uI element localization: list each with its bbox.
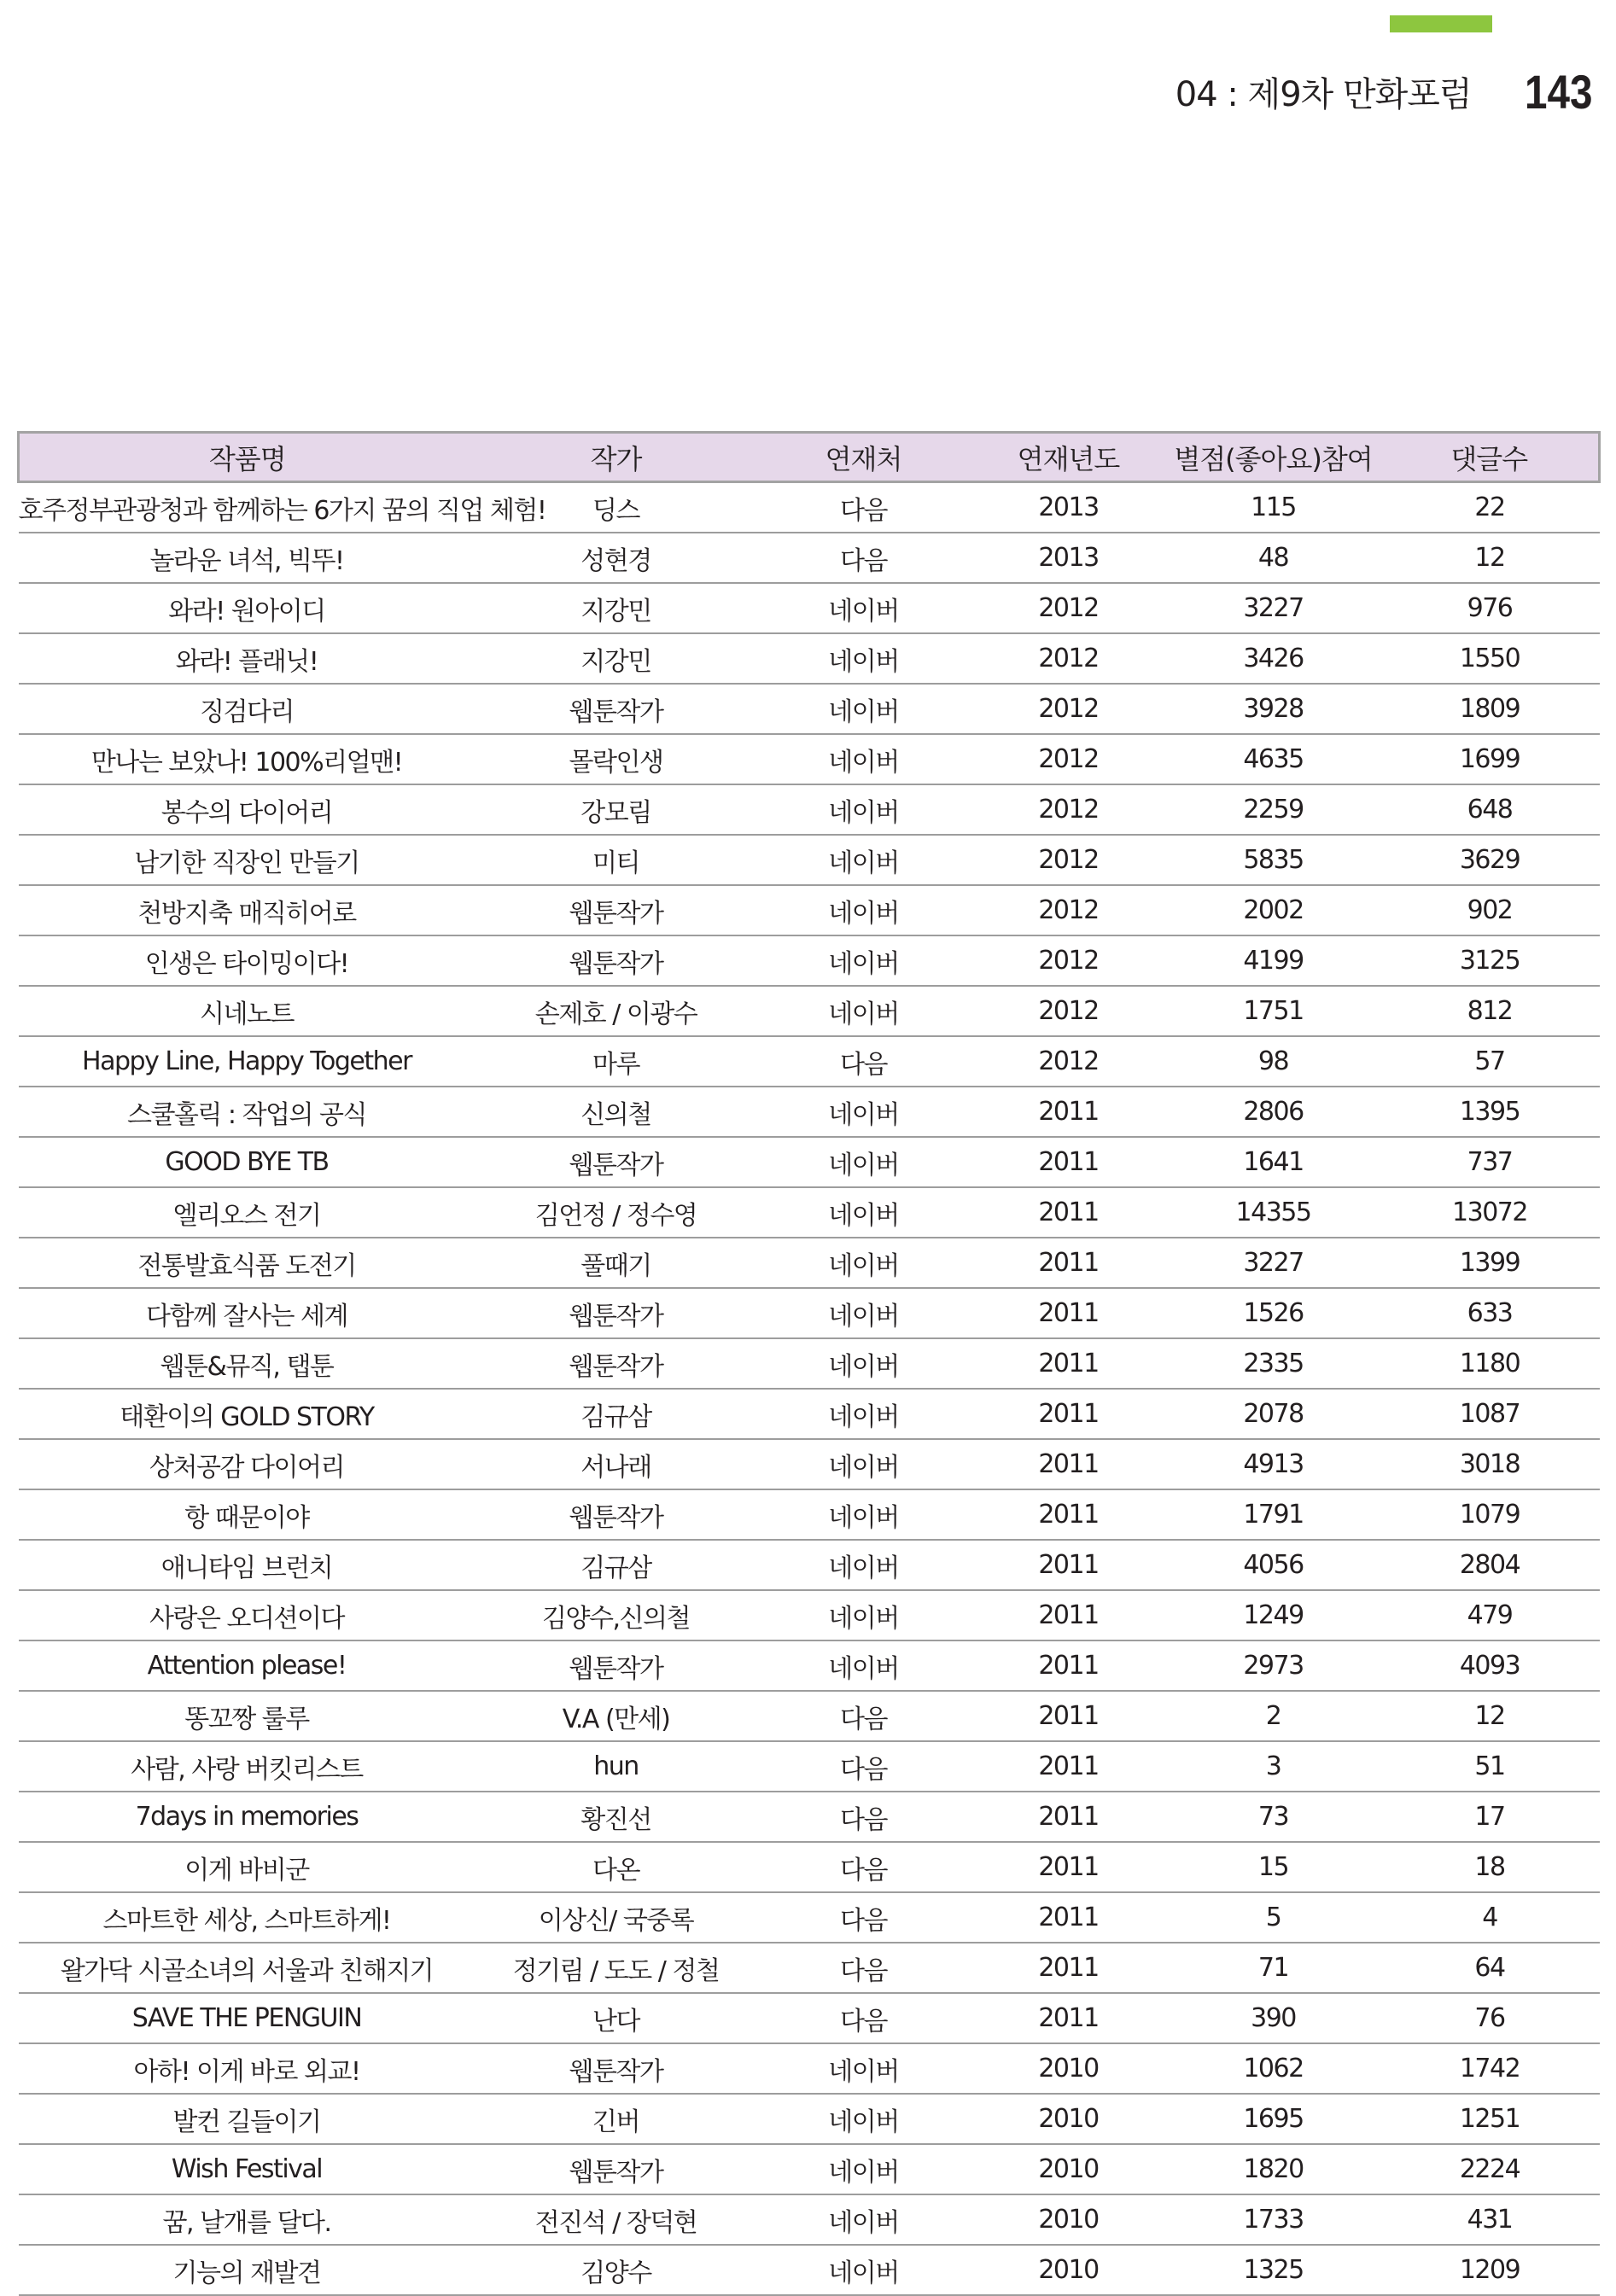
cell-platform: 네이버 (757, 1087, 971, 1137)
table-row (19, 835, 1600, 885)
cell-comments: 3629 (1380, 835, 1600, 885)
cell-comments: 1251 (1380, 2094, 1600, 2144)
cell-year: 2011 (971, 1338, 1167, 1389)
cell-comments: 4093 (1380, 1640, 1600, 1691)
column-header-comments: 댓글수 (1380, 433, 1600, 482)
cell-platform: 다음 (757, 533, 971, 583)
cell-year: 2011 (971, 1137, 1167, 1187)
cell-author: 전진석 / 장덕현 (475, 2194, 757, 2245)
cell-year: 2011 (971, 1943, 1167, 1993)
cell-author: 신의철 (475, 1087, 757, 1137)
table-row (19, 1238, 1600, 1288)
table-row (19, 1842, 1600, 1892)
cell-platform: 네이버 (757, 885, 971, 935)
cell-ratings: 4056 (1167, 1540, 1380, 1590)
cell-platform: 다음 (757, 1792, 971, 1842)
cell-title: Attention please! (19, 1640, 475, 1691)
cell-ratings: 2806 (1167, 1087, 1380, 1137)
cell-author: 성현경 (475, 533, 757, 583)
cell-author: 황진선 (475, 1792, 757, 1842)
cell-comments: 1087 (1380, 1389, 1600, 1439)
cell-author: 웹툰작가 (475, 2144, 757, 2194)
cell-ratings: 2 (1167, 1691, 1380, 1741)
cell-comments: 1699 (1380, 734, 1600, 784)
cell-title: 만나는 보았나! 100%리얼맨! (19, 734, 475, 784)
cell-author: 긴버 (475, 2094, 757, 2144)
cell-year: 2011 (971, 1741, 1167, 1792)
cell-title: 사람, 사랑 버킷리스트 (19, 1741, 475, 1792)
cell-comments: 17 (1380, 1792, 1600, 1842)
column-header-platform: 연재처 (757, 433, 971, 482)
cell-comments: 13072 (1380, 1187, 1600, 1238)
cell-platform: 네이버 (757, 1238, 971, 1288)
cell-platform: 다음 (757, 1892, 971, 1943)
cell-platform: 네이버 (757, 1640, 971, 1691)
cell-comments: 1809 (1380, 684, 1600, 734)
table-row (19, 1590, 1600, 1640)
cell-author: V.A (만세) (475, 1691, 757, 1741)
page-number: 143 (1524, 64, 1592, 119)
table-row (19, 1741, 1600, 1792)
cell-ratings: 3426 (1167, 633, 1380, 684)
cell-ratings: 1062 (1167, 2043, 1380, 2094)
cell-author: 김규삼 (475, 1389, 757, 1439)
cell-comments: 1550 (1380, 633, 1600, 684)
table-row (19, 1993, 1600, 2043)
cell-comments: 4 (1380, 1892, 1600, 1943)
cell-year: 2011 (971, 1389, 1167, 1439)
cell-author: 미티 (475, 835, 757, 885)
table-row (19, 1288, 1600, 1338)
cell-year: 2013 (971, 482, 1167, 533)
table-row (19, 533, 1600, 583)
cell-author: 이상신/ 국중록 (475, 1892, 757, 1943)
cell-platform: 다음 (757, 1993, 971, 2043)
cell-author: 김양수 (475, 2245, 757, 2295)
cell-comments: 3018 (1380, 1439, 1600, 1489)
cell-platform: 다음 (757, 1691, 971, 1741)
cell-title: 호주정부관광청과 함께하는 6가지 꿈의 직업 체험! (19, 482, 475, 533)
table-row (19, 2094, 1600, 2144)
cell-ratings: 14355 (1167, 1187, 1380, 1238)
cell-year: 2010 (971, 2245, 1167, 2295)
cell-platform: 네이버 (757, 835, 971, 885)
cell-platform: 네이버 (757, 734, 971, 784)
cell-author: 다온 (475, 1842, 757, 1892)
table-row (19, 482, 1600, 533)
table-row (19, 784, 1600, 835)
cell-ratings: 1695 (1167, 2094, 1380, 2144)
cell-ratings: 5 (1167, 1892, 1380, 1943)
cell-year: 2012 (971, 885, 1167, 935)
cell-title: 전통발효식품 도전기 (19, 1238, 475, 1288)
cell-platform: 다음 (757, 1741, 971, 1792)
table-row (19, 1540, 1600, 1590)
table-row (19, 2245, 1600, 2295)
cell-ratings: 73 (1167, 1792, 1380, 1842)
cell-platform: 네이버 (757, 1338, 971, 1389)
cell-platform: 네이버 (757, 583, 971, 633)
cell-year: 2011 (971, 1439, 1167, 1489)
cell-ratings: 4913 (1167, 1439, 1380, 1489)
cell-ratings: 2002 (1167, 885, 1380, 935)
cell-author: hun (475, 1741, 757, 1792)
cell-year: 2012 (971, 1036, 1167, 1087)
cell-ratings: 71 (1167, 1943, 1380, 1993)
cell-author: 손제호 / 이광수 (475, 986, 757, 1036)
cell-comments: 737 (1380, 1137, 1600, 1187)
section-title: 04 : 제9차 만화포럼 (1175, 74, 1472, 114)
cell-platform: 네이버 (757, 1187, 971, 1238)
cell-title: 발컨 길들이기 (19, 2094, 475, 2144)
column-header-year: 연재년도 (971, 433, 1167, 482)
cell-comments: 1742 (1380, 2043, 1600, 2094)
cell-platform: 다음 (757, 1943, 971, 1993)
cell-year: 2010 (971, 2194, 1167, 2245)
cell-year: 2010 (971, 2094, 1167, 2144)
cell-title: Happy Line, Happy Together (19, 1036, 475, 1087)
running-head (1176, 61, 1592, 121)
cell-ratings: 48 (1167, 533, 1380, 583)
cell-author: 웹툰작가 (475, 1640, 757, 1691)
cell-platform: 네이버 (757, 2194, 971, 2245)
cell-title: 애니타임 브런치 (19, 1540, 475, 1590)
cell-comments: 2224 (1380, 2144, 1600, 2194)
cell-author: 서나래 (475, 1439, 757, 1489)
cell-comments: 22 (1380, 482, 1600, 533)
cell-title: 다함께 잘사는 세계 (19, 1288, 475, 1338)
cell-author: 웹툰작가 (475, 885, 757, 935)
table-row (19, 935, 1600, 986)
cell-title: 스쿨홀릭 : 작업의 공식 (19, 1087, 475, 1137)
cell-title: 태환이의 GOLD STORY (19, 1389, 475, 1439)
cell-platform: 네이버 (757, 1137, 971, 1187)
cell-title: 꿈, 날개를 달다. (19, 2194, 475, 2245)
cell-author: 웹툰작가 (475, 1489, 757, 1540)
cell-comments: 2804 (1380, 1540, 1600, 1590)
cell-title: 웹툰&뮤직, 탭툰 (19, 1338, 475, 1389)
cell-platform: 네이버 (757, 1590, 971, 1640)
cell-title: 징검다리 (19, 684, 475, 734)
table-row (19, 1489, 1600, 1540)
cell-year: 2011 (971, 1238, 1167, 1288)
cell-title: 이게 바비군 (19, 1842, 475, 1892)
table-body (19, 482, 1600, 2296)
cell-author: 지강민 (475, 633, 757, 684)
cell-ratings: 15 (1167, 1842, 1380, 1892)
cell-comments: 12 (1380, 1691, 1600, 1741)
cell-title: Wish Festival (19, 2144, 475, 2194)
cell-comments: 902 (1380, 885, 1600, 935)
cell-ratings: 4199 (1167, 935, 1380, 986)
table-row (19, 633, 1600, 684)
cell-ratings: 3227 (1167, 583, 1380, 633)
cell-author: 강모림 (475, 784, 757, 835)
cell-ratings: 1325 (1167, 2245, 1380, 2295)
table-row (19, 2144, 1600, 2194)
cell-comments: 1079 (1380, 1489, 1600, 1540)
cell-ratings: 2259 (1167, 784, 1380, 835)
cell-comments: 76 (1380, 1993, 1600, 2043)
cell-title: SAVE THE PENGUIN (19, 1993, 475, 2043)
cell-title: 와라! 플래닛! (19, 633, 475, 684)
cell-author: 웹툰작가 (475, 935, 757, 986)
cell-ratings: 1791 (1167, 1489, 1380, 1540)
cell-author: 김양수,신의철 (475, 1590, 757, 1640)
cell-comments: 3125 (1380, 935, 1600, 986)
cell-title: 왈가닥 시골소녀의 서울과 친해지기 (19, 1943, 475, 1993)
table-row (19, 583, 1600, 633)
table-row (19, 1943, 1600, 1993)
cell-ratings: 3 (1167, 1741, 1380, 1792)
cell-platform: 네이버 (757, 1389, 971, 1439)
cell-comments: 431 (1380, 2194, 1600, 2245)
table-row (19, 734, 1600, 784)
cell-comments: 18 (1380, 1842, 1600, 1892)
cell-author: 김규삼 (475, 1540, 757, 1590)
cell-platform: 네이버 (757, 2245, 971, 2295)
table-row (19, 1640, 1600, 1691)
cell-ratings: 3928 (1167, 684, 1380, 734)
table-header (19, 433, 1600, 482)
cell-year: 2011 (971, 1792, 1167, 1842)
cell-comments: 57 (1380, 1036, 1600, 1087)
cell-title: 아하! 이게 바로 외교! (19, 2043, 475, 2094)
cell-ratings: 2973 (1167, 1640, 1380, 1691)
cell-platform: 네이버 (757, 986, 971, 1036)
cell-author: 웹툰작가 (475, 1137, 757, 1187)
cell-ratings: 2078 (1167, 1389, 1380, 1439)
cell-year: 2012 (971, 734, 1167, 784)
cell-ratings: 5835 (1167, 835, 1380, 885)
cell-year: 2013 (971, 533, 1167, 583)
cell-ratings: 390 (1167, 1993, 1380, 2043)
cell-title: 와라! 원아이디 (19, 583, 475, 633)
cell-comments: 1399 (1380, 1238, 1600, 1288)
cell-year: 2011 (971, 1187, 1167, 1238)
table-row (19, 1087, 1600, 1137)
cell-platform: 네이버 (757, 1439, 971, 1489)
table-row (19, 1036, 1600, 1087)
cell-platform: 네이버 (757, 684, 971, 734)
cell-comments: 812 (1380, 986, 1600, 1036)
webtoon-table (17, 431, 1601, 2296)
cell-platform: 네이버 (757, 633, 971, 684)
cell-author: 웹툰작가 (475, 1288, 757, 1338)
cell-platform: 네이버 (757, 1489, 971, 1540)
cell-title: 놀라운 녀석, 빅뚜! (19, 533, 475, 583)
column-header-ratings: 별점(좋아요)참여 (1167, 433, 1380, 482)
accent-bar (1390, 15, 1492, 32)
cell-author: 마루 (475, 1036, 757, 1087)
cell-comments: 633 (1380, 1288, 1600, 1338)
cell-ratings: 1641 (1167, 1137, 1380, 1187)
cell-ratings: 4635 (1167, 734, 1380, 784)
cell-title: 항 때문이야 (19, 1489, 475, 1540)
cell-author: 정기림 / 도도 / 정철 (475, 1943, 757, 1993)
cell-year: 2012 (971, 633, 1167, 684)
cell-ratings: 115 (1167, 482, 1380, 533)
cell-author: 웹툰작가 (475, 684, 757, 734)
table-row (19, 1137, 1600, 1187)
cell-title: 천방지축 매직히어로 (19, 885, 475, 935)
cell-comments: 1209 (1380, 2245, 1600, 2295)
cell-comments: 1395 (1380, 1087, 1600, 1137)
table-row (19, 885, 1600, 935)
cell-year: 2011 (971, 1540, 1167, 1590)
cell-year: 2011 (971, 1842, 1167, 1892)
cell-year: 2012 (971, 935, 1167, 986)
cell-author: 풀때기 (475, 1238, 757, 1288)
cell-author: 김언정 / 정수영 (475, 1187, 757, 1238)
cell-platform: 다음 (757, 482, 971, 533)
cell-platform: 네이버 (757, 1288, 971, 1338)
cell-platform: 네이버 (757, 2043, 971, 2094)
cell-ratings: 1733 (1167, 2194, 1380, 2245)
cell-title: 기능의 재발견 (19, 2245, 475, 2295)
table-row (19, 1439, 1600, 1489)
table-row (19, 1792, 1600, 1842)
cell-year: 2011 (971, 1087, 1167, 1137)
column-header-author: 작가 (475, 433, 757, 482)
cell-ratings: 2335 (1167, 1338, 1380, 1389)
column-header-title: 작품명 (19, 433, 475, 482)
cell-title: 7days in memories (19, 1792, 475, 1842)
cell-comments: 1180 (1380, 1338, 1600, 1389)
table-row (19, 1892, 1600, 1943)
cell-year: 2012 (971, 835, 1167, 885)
cell-ratings: 98 (1167, 1036, 1380, 1087)
cell-author: 몰락인생 (475, 734, 757, 784)
cell-year: 2011 (971, 1288, 1167, 1338)
cell-title: 인생은 타이밍이다! (19, 935, 475, 986)
cell-comments: 64 (1380, 1943, 1600, 1993)
cell-year: 2011 (971, 1489, 1167, 1540)
cell-platform: 다음 (757, 1036, 971, 1087)
cell-title: 사랑은 오디션이다 (19, 1590, 475, 1640)
cell-ratings: 1526 (1167, 1288, 1380, 1338)
cell-title: 봉수의 다이어리 (19, 784, 475, 835)
cell-year: 2012 (971, 684, 1167, 734)
cell-platform: 네이버 (757, 1540, 971, 1590)
cell-comments: 51 (1380, 1741, 1600, 1792)
cell-year: 2011 (971, 1590, 1167, 1640)
cell-ratings: 3227 (1167, 1238, 1380, 1288)
cell-author: 웹툰작가 (475, 1338, 757, 1389)
cell-comments: 648 (1380, 784, 1600, 835)
cell-title: 상처공감 다이어리 (19, 1439, 475, 1489)
cell-title: GOOD BYE TB (19, 1137, 475, 1187)
cell-platform: 다음 (757, 1842, 971, 1892)
table-row (19, 684, 1600, 734)
cell-ratings: 1820 (1167, 2144, 1380, 2194)
cell-year: 2010 (971, 2043, 1167, 2094)
cell-comments: 479 (1380, 1590, 1600, 1640)
cell-title: 똥꼬짱 룰루 (19, 1691, 475, 1741)
cell-platform: 네이버 (757, 784, 971, 835)
cell-title: 시네노트 (19, 986, 475, 1036)
cell-ratings: 1751 (1167, 986, 1380, 1036)
table-row (19, 1389, 1600, 1439)
cell-author: 웹툰작가 (475, 2043, 757, 2094)
table-row (19, 986, 1600, 1036)
cell-title: 남기한 직장인 만들기 (19, 835, 475, 885)
cell-year: 2011 (971, 1691, 1167, 1741)
cell-author: 난다 (475, 1993, 757, 2043)
header-row (19, 433, 1600, 482)
cell-year: 2011 (971, 1892, 1167, 1943)
table-row (19, 1691, 1600, 1741)
cell-year: 2012 (971, 784, 1167, 835)
cell-title: 엘리오스 전기 (19, 1187, 475, 1238)
cell-year: 2012 (971, 986, 1167, 1036)
cell-year: 2011 (971, 1993, 1167, 2043)
cell-comments: 12 (1380, 533, 1600, 583)
cell-platform: 네이버 (757, 2094, 971, 2144)
cell-author: 지강민 (475, 583, 757, 633)
cell-comments: 976 (1380, 583, 1600, 633)
cell-year: 2011 (971, 1640, 1167, 1691)
cell-platform: 네이버 (757, 935, 971, 986)
cell-year: 2012 (971, 583, 1167, 633)
table-row (19, 2043, 1600, 2094)
table-row (19, 1187, 1600, 1238)
table-row (19, 1338, 1600, 1389)
cell-author: 딩스 (475, 482, 757, 533)
cell-platform: 네이버 (757, 2144, 971, 2194)
cell-year: 2010 (971, 2144, 1167, 2194)
table-row (19, 2194, 1600, 2245)
cell-ratings: 1249 (1167, 1590, 1380, 1640)
cell-title: 스마트한 세상, 스마트하게! (19, 1892, 475, 1943)
